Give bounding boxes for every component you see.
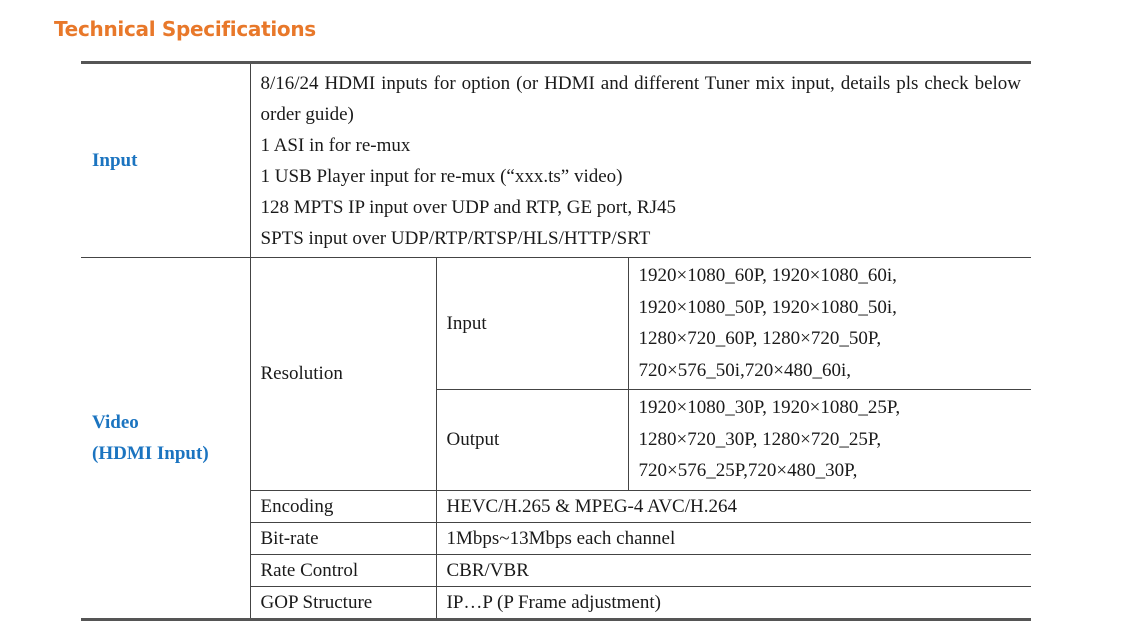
resolution-value: 1920×1080_50P, 1920×1080_50i, (638, 296, 897, 318)
resolution-value: 1920×1080_30P, 1920×1080_25P, (638, 397, 901, 418)
input-spec-line: 8/16/24 HDMI inputs for option (or HDMI and different Tuner mix input, details pls check below order guide) (260, 73, 1022, 125)
resolution-value: 1280×720_60P, 1280×720_50P, (638, 328, 882, 349)
input-spec-line: SPTS input over UDP/RTP/RTSP/HLS/HTTP/SRT (260, 228, 651, 249)
rate-control-value: CBR/VBR (436, 554, 1031, 586)
input-spec-line: 1 USB Player input for re-mux (“xxx.ts” video) (260, 166, 623, 187)
page-title: Technical Specifications (54, 17, 316, 41)
resolution-input-row (81, 258, 1031, 390)
input-spec-line: 128 MPTS IP input over UDP and RTP, GE port, RJ45 (260, 197, 676, 218)
resolution-value: 720×576_25P,720×480_30P, (638, 460, 858, 481)
spec-table (81, 61, 1031, 621)
resolution-value: 1920×1080_60P, 1920×1080_60i, (638, 265, 897, 286)
bitrate-value: 1Mbps~13Mbps each channel (436, 522, 1031, 554)
input-spec-line: 1 ASI in for re-mux (260, 135, 411, 156)
encoding-value: HEVC/H.265 & MPEG-4 AVC/H.264 (436, 490, 1031, 522)
resolution-label: Resolution (250, 258, 436, 491)
resolution-value: 1280×720_30P, 1280×720_25P, (638, 428, 882, 450)
gop-structure-label: GOP Structure (250, 586, 436, 619)
resolution-output-values (628, 390, 1031, 491)
gop-structure-value: IP…P (P Frame adjustment) (436, 586, 1031, 619)
resolution-input-label: Input (436, 258, 628, 390)
video-sublabel: (HDMI Input) (92, 442, 209, 464)
resolution-output-label: Output (436, 390, 628, 491)
resolution-value: 720×576_50i,720×480_60i, (638, 359, 851, 381)
video-section-label (81, 258, 250, 620)
video-label: Video (92, 411, 139, 433)
input-row (81, 63, 1031, 258)
encoding-label: Encoding (250, 490, 436, 522)
bitrate-label: Bit-rate (250, 522, 436, 554)
input-section-label: Input (81, 63, 250, 258)
resolution-input-values (628, 258, 1031, 390)
input-spec-list (250, 63, 1031, 258)
rate-control-label: Rate Control (250, 554, 436, 586)
